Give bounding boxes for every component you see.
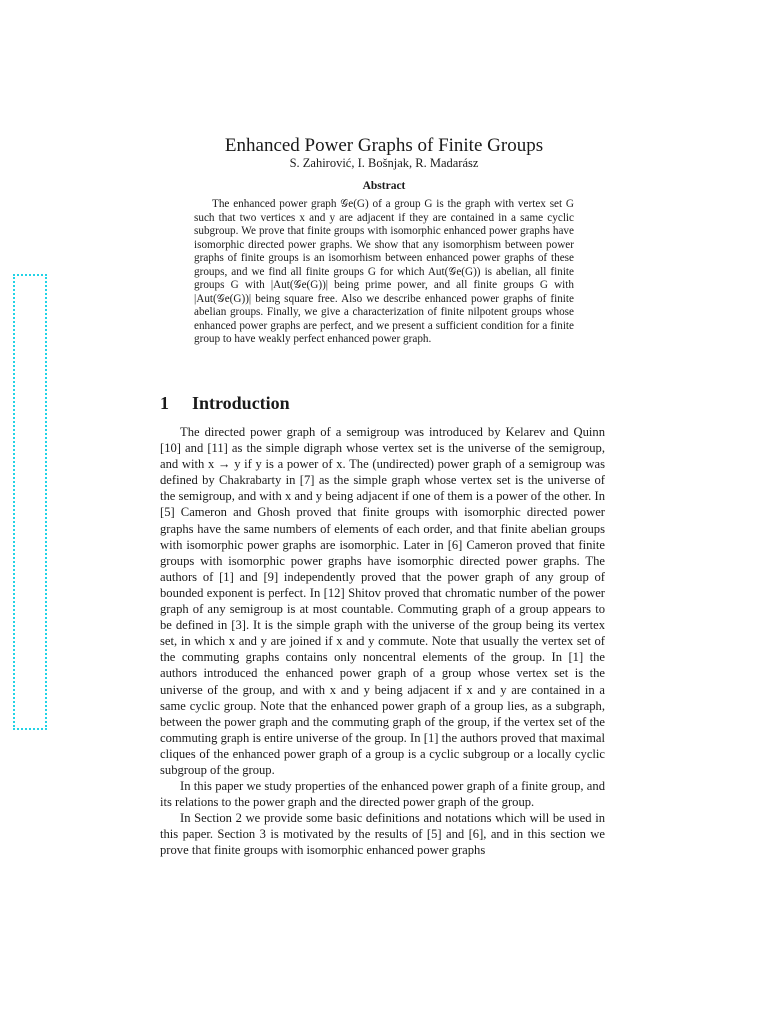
paragraph: The directed power graph of a semigroup was introduced by Kelarev and Quinn [10] and [11] as the simple digraph whose vertex set is the universe of the semigroup, and with x → y if y is a power of x. The (undirected) power graph of a semigroup was defined by Chakrabarty in [7] as the simple graph whose vertex set is the universe of the semigroup, and with x and y being adjacent if one of them is a power of the other. In [5] Cameron and Ghosh proved that finite groups with isomorphic directed power graphs have the same numbers of elements of each order, and that finite abelian groups with isomorphic power graphs are isomorphic. Later in [6] Cameron proved that finite groups with isomorphic power graphs have isomorphic directed power graphs. The authors of [1] and [9] independently proved that the power graph of any group of bounded exponent is perfect. In [12] Shitov proved that chromatic number of the power graph of any semigroup is at most countable. Commuting graph of a group appears to be defined in [3]. It is the simple graph with the universe of the group being its vertex set, in which x and y are joined if x and y commute. Note that usually the vertex set of the commuting graphs contains only noncentral elements of the group. In [1] the authors introduced the enhanced power graph of a group whose vertex set is the universe of the group, and with x and y being adjacent if x and y are contained in a same cyclic group. Note that the enhanced power graph of a group lies, as a subgraph, between the power graph and the commuting graph of the group, if the vertex set of the commuting graph is entire universe of the group. In [1] the authors proved that maximal cliques of the enhanced power graph of a group is a cyclic subgroup or a locally cyclic subgroup of the group.: [160, 425, 605, 777]
section-title: Introduction: [192, 393, 290, 413]
paper-title: Enhanced Power Graphs of Finite Groups: [224, 135, 544, 156]
paragraph: In Section 2 we provide some basic definitions and notations which will be used in this paper. Section 3 is motivated by the results of [5] and [6], and in this section we prove that finite groups with isomorphic enhanced power graphs: [160, 811, 605, 858]
paragraph: In this paper we study properties of the enhanced power graph of a finite group, and its relations to the power graph and the directed power graph of the group.: [160, 779, 605, 810]
abstract-heading: Abstract: [362, 180, 406, 192]
abstract-body: [194, 198, 574, 347]
section-number: 1: [160, 393, 169, 413]
section-body: [160, 424, 605, 859]
paper-authors: S. Zahirović, I. Bošnjak, R. Madarász: [289, 156, 479, 170]
arxiv-identifier-frame: [13, 274, 47, 730]
section-heading: [160, 393, 290, 414]
abstract-text: The enhanced power graph 𝒢e(G) of a group G is the graph with vertex set G such that two vertices x and y are adjacent if they are contained in a same cyclic subgroup. We prove that finite groups with isomorphic enhanced power graphs have isomorphic directed power graphs. We show that any isomorphism between power graphs of finite groups is an isomorhism between enhanced power graphs of these groups, and we find all finite groups G for which Aut(𝒢e(G)) is abelian, all finite groups G with |Aut(𝒢e(G))| being prime power, and all finite groups G with |Aut(𝒢e(G))| being square free. Also we describe enhanced power graphs of finite abelian groups. Finally, we give a characterization of finite nilpotent groups whose enhanced power graphs are perfect, and we present a sufficient condition for a finite group to have weakly perfect enhanced power graph.: [194, 198, 574, 345]
